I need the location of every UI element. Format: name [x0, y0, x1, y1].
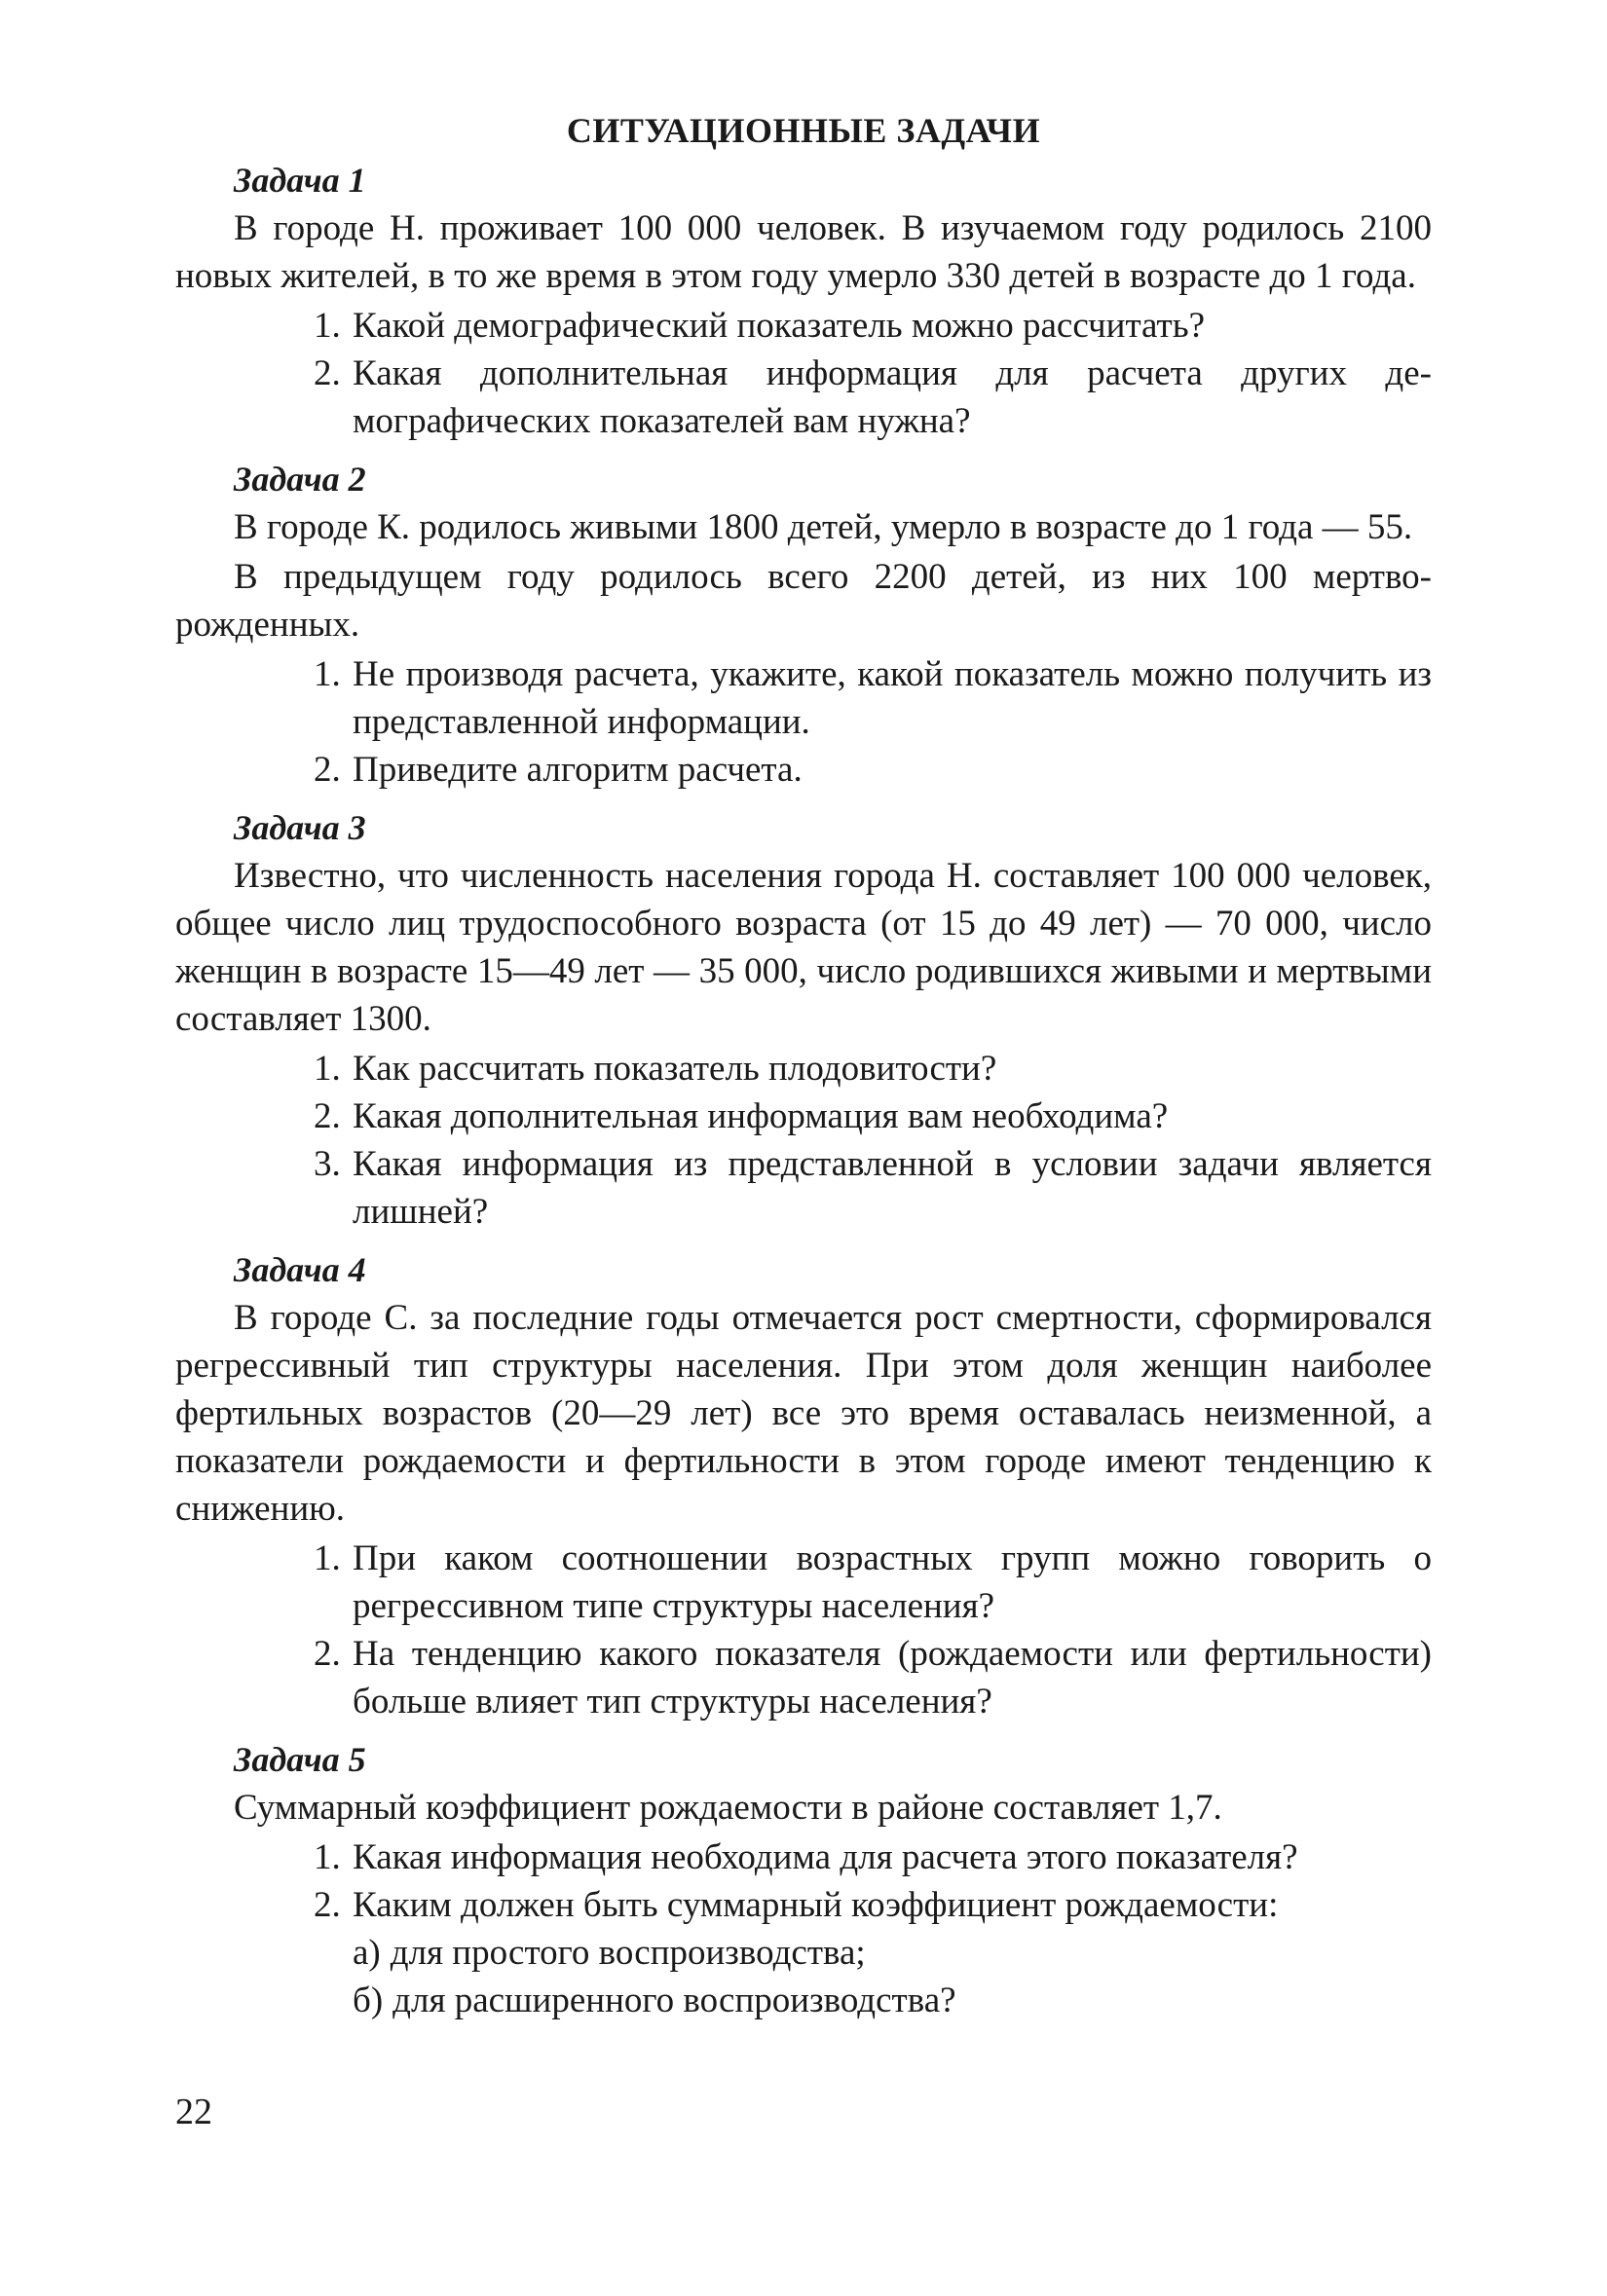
task-title: Задача 2 — [234, 460, 366, 499]
question-number: 2. — [314, 1634, 341, 1674]
question-text: Какая дополнительная информация для расчета других демографических показателей вам нужна? — [353, 353, 1432, 441]
question-number: 1. — [314, 1837, 341, 1877]
question-text: Как рассчитать показатель плодовитости? — [353, 1049, 997, 1089]
question-text: Какая информация из представленной в условии задачи является лишней? — [353, 1144, 1432, 1232]
question-item — [175, 1140, 1432, 1236]
task-5 — [175, 1735, 1432, 2024]
question-text: Какой демографический показатель можно рассчитать? — [353, 306, 1205, 346]
question-text: Приведите алгоритм расчета. — [353, 750, 803, 790]
question-text: При каком соотношении возрастных групп можно говорить о регрессивном типе структуры населения? — [353, 1538, 1432, 1626]
question-item — [175, 746, 1432, 794]
page-number: 22 — [175, 2092, 212, 2132]
task-3 — [175, 803, 1432, 1236]
task-condition: Известно, что численность населения города Н. составляет 100 000 человек, общее число лиц трудоспособного возраста (от 15 до 49 лет) — 70 000, число женщин в возрасте 15—49 лет — 35 000, число родившихся живыми и мертвыми составляет 1300. — [175, 856, 1432, 1039]
question-item — [175, 650, 1432, 746]
question-number: 2. — [314, 353, 341, 393]
question-number: 1. — [314, 306, 341, 346]
subitem-letter: б) — [353, 1981, 384, 2020]
question-list — [175, 650, 1432, 794]
question-number: 2. — [314, 1096, 341, 1136]
question-item — [175, 1045, 1432, 1092]
question-text: Какая дополнительная информация вам необходима? — [353, 1096, 1169, 1136]
question-item — [175, 1833, 1432, 1881]
question-number: 1. — [314, 1538, 341, 1578]
question-text: На тенденцию какого показателя (рождаемости или фертильности) больше влияет тип структуры населения? — [353, 1634, 1432, 1722]
question-number: 2. — [314, 750, 341, 790]
question-list — [175, 302, 1432, 445]
question-item — [175, 1535, 1432, 1630]
subitem — [353, 1977, 1432, 2024]
question-number: 1. — [314, 1049, 341, 1089]
task-condition: В предыдущем году родилось всего 2200 детей, из них 100 мертворожденных. — [175, 557, 1432, 645]
question-item — [175, 1630, 1432, 1725]
subitem-text: для простого воспроизводства; — [390, 1933, 866, 1973]
question-text: Какая информация необходима для расчета этого показателя? — [353, 1837, 1298, 1877]
question-text: Не производя расчета, укажите, какой показатель можно получить из представленной информации. — [353, 654, 1432, 742]
page-content — [175, 97, 1432, 2034]
question-list — [175, 1833, 1432, 2024]
task-4 — [175, 1245, 1432, 1725]
subitem-letter: а) — [353, 1933, 381, 1973]
question-list — [175, 1045, 1432, 1236]
question-item — [175, 350, 1432, 445]
question-number: 2. — [314, 1885, 341, 1925]
subitem-list — [353, 1929, 1432, 2024]
question-item — [175, 302, 1432, 350]
question-text: Каким должен быть суммарный коэффициент рождаемости: — [353, 1885, 1279, 1925]
task-title: Задача 4 — [234, 1250, 366, 1289]
task-title: Задача 5 — [234, 1740, 366, 1779]
task-2 — [175, 455, 1432, 794]
task-title: Задача 1 — [234, 161, 366, 200]
question-item — [175, 1881, 1432, 2024]
task-condition: В городе К. родилось живыми 1800 детей, умерло в возрасте до 1 года — 55. — [234, 507, 1413, 547]
page-heading: СИТУАЦИОННЫЕ ЗАДАЧИ — [566, 111, 1041, 150]
subitem — [353, 1929, 1432, 1977]
task-condition: В городе С. за последние годы отмечается рост смертности, сформировался регрессивный тип структуры населения. При этом доля женщин наиболее фертильных возрастов (20—29 лет) все это время оставалась неизменной, а показатели рождаемости и фертильности в этом городе имеют тенденцию к снижению. — [175, 1298, 1432, 1529]
task-1 — [175, 156, 1432, 445]
question-item — [175, 1092, 1432, 1140]
question-number: 1. — [314, 654, 341, 694]
question-number: 3. — [314, 1144, 341, 1184]
task-condition: Суммарный коэффициент рождаемости в районе составляет 1,7. — [234, 1788, 1222, 1828]
question-list — [175, 1535, 1432, 1725]
task-title: Задача 3 — [234, 808, 366, 847]
subitem-text: для расширенного воспроизводства? — [392, 1981, 956, 2020]
task-condition: В городе Н. проживает 100 000 человек. В изучаемом году родилось 2100 новых жителей, в то же время в этом году умерло 330 детей в возрасте до 1 года. — [175, 208, 1432, 296]
